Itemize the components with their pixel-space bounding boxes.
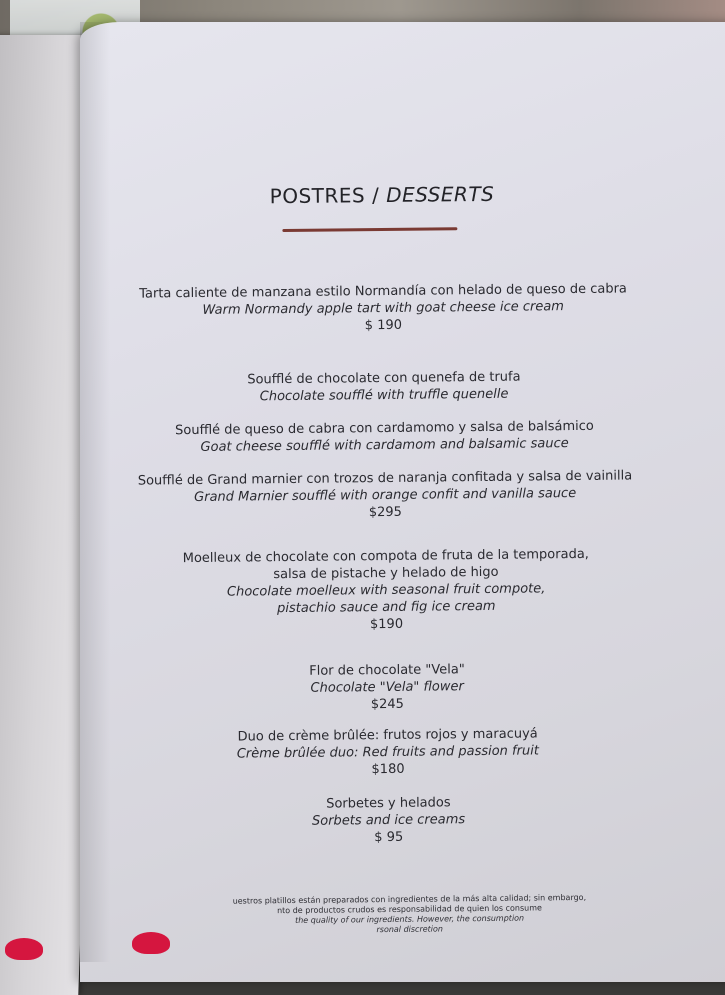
item-name-en: Sorbets and ice creams: [311, 812, 466, 829]
fingernail-left: [5, 938, 43, 960]
item-price: $ 190: [364, 317, 403, 334]
item-price: $245: [370, 696, 404, 713]
item-price: $190: [369, 616, 404, 633]
item-name-en: Grand Marnier soufflé with orange confit and vanilla sauce: [194, 485, 577, 505]
item-name-es: Soufflé de chocolate con quenefa de trufa: [247, 369, 521, 388]
disclaimer-line: uestros platillos están preparados con ingredientes de la más alta calidad; sin embargo,: [232, 892, 587, 906]
item-name-en-line2: pistachio sauce and fig ice cream: [277, 598, 496, 617]
menu-disclaimer: [149, 892, 669, 937]
menu-item-apple-tart: [103, 280, 664, 337]
menu-item-creme-brulee: [108, 724, 669, 781]
menu-item-flor-vela: [107, 659, 668, 716]
fingernail-right: [132, 932, 170, 954]
item-name-es: Flor de chocolate "Vela": [309, 662, 465, 679]
item-name-es: Soufflé de Grand marnier con trozos de naranja confitada y salsa de vainilla: [137, 468, 633, 489]
item-name-en: Goat cheese soufflé with cardamom and balsamic sauce: [200, 436, 569, 455]
menu-item-goat-cheese-souffle: [104, 417, 664, 457]
title-spanish: POSTRES /: [269, 182, 387, 209]
menu-item-grand-marnier-souffle: [105, 467, 666, 524]
menu-item-moelleux: [106, 545, 667, 636]
item-name-en: Chocolate soufflé with truffle quenelle: [259, 386, 509, 405]
item-price: $295: [368, 504, 402, 521]
item-name-es-line2: salsa de pistache y helado de higo: [273, 564, 499, 583]
menu-item-chocolate-souffle: [104, 367, 664, 407]
disclaimer-line: nto de productos crudos es responsabilidad de quien los consume: [277, 903, 542, 916]
title-english: DESSERTS: [385, 181, 495, 207]
menu-content: [100, 0, 670, 963]
menu-item-sorbets: [108, 792, 669, 849]
menu-title: [102, 180, 662, 210]
item-name-en: Chocolate moelleux with seasonal fruit compote,: [226, 581, 546, 600]
item-name-en: Warm Normandy apple tart with goat cheese ice cream: [202, 299, 565, 318]
item-name-es: Tarta caliente de manzana estilo Normandía con helado de queso de cabra: [139, 281, 627, 302]
item-price: $180: [371, 761, 405, 778]
item-name-es: Moelleux de chocolate con compota de fruta de la temporada,: [182, 546, 589, 567]
item-name-en: Chocolate "Vela" flower: [310, 679, 464, 696]
item-name-es: Duo de crème brûlée: frutos rojos y maracuyá: [237, 726, 538, 745]
item-name-en: Crème brûlée duo: Red fruits and passion fruit: [236, 743, 539, 762]
item-name-es: Soufflé de queso de cabra con cardamomo y salsa de balsámico: [175, 418, 594, 439]
disclaimer-line: rsonal discretion: [376, 924, 444, 935]
title-divider: [282, 227, 457, 232]
item-price: $ 95: [374, 829, 404, 846]
disclaimer-line: the quality of our ingredients. However, the consumption: [295, 913, 525, 925]
item-name-es: Sorbetes y helados: [326, 795, 451, 812]
